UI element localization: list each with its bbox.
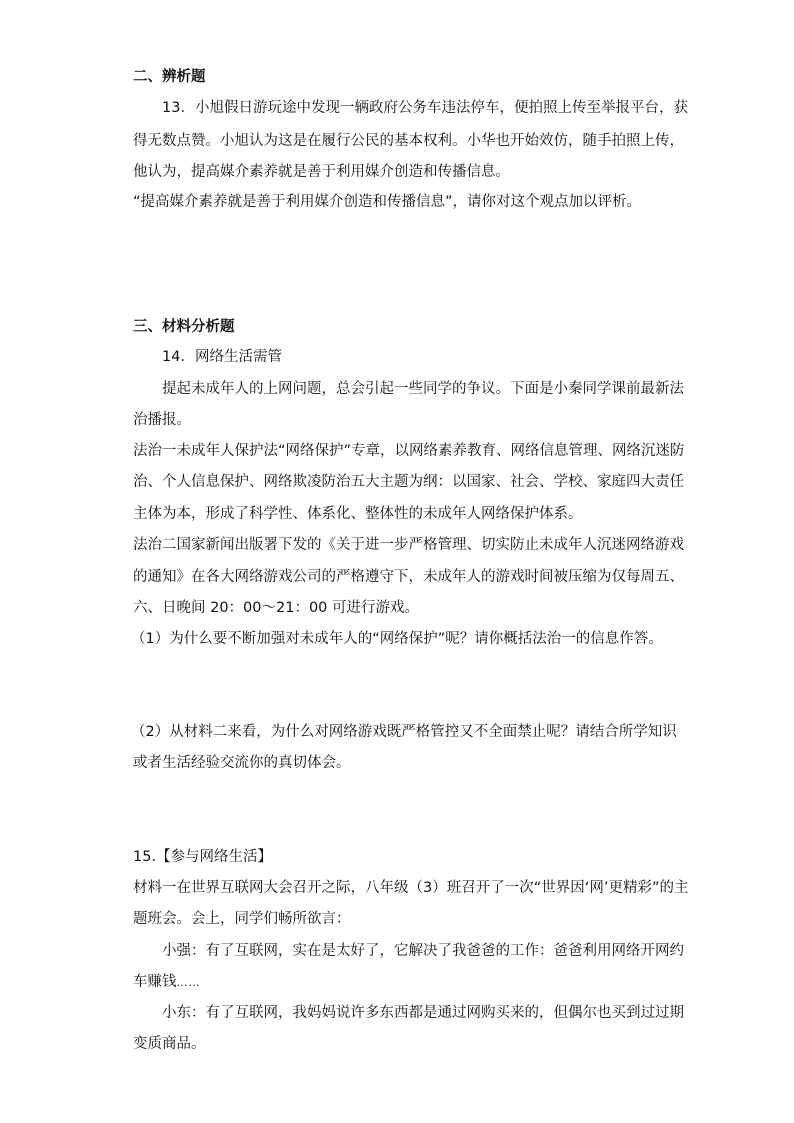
q14-material1-line-1: 法治一未成年人保护法“网络保护”专章，以网络素养教育、网络信息管理、网络沉迷防 — [133, 443, 685, 459]
q14-material2-line-1: 法治二国家新闻出版署下发的《关于进一步严格管理、切实防止未成年人沉迷网络游戏 — [133, 537, 684, 553]
q15-xiaoqiang-line-2 — [133, 972, 201, 993]
q14-sub-question-2-line-1: （2）从材料二来看，为什么对网络游戏既严格管控又不全面禁止呢？请结合所学知识 — [131, 724, 677, 740]
q14-title: 14．网络生活需管 — [162, 349, 282, 365]
q13-question: “提高媒介素养就是善于利用媒介创造和传播信息”，请你对这个观点加以评析。 — [133, 194, 642, 210]
q14-material1-line-2: 治、个人信息保护、网络欺凌防治五大主题为纲：以国家、社会、学校、家庭四大责任 — [133, 474, 684, 490]
q15-ellipsis: …… — [176, 976, 201, 989]
q14-sub-question-1: （1）为什么要不断加强对未成年人的“网络保护”呢？请你概括法治一的信息作答。 — [131, 631, 663, 647]
q14-intro-line-2: 治播报。 — [133, 412, 191, 428]
section-heading-analysis: 二、辨析题 — [133, 69, 206, 85]
q14-material1-line-3: 主体为本，形成了科学性、体系化、整体性的未成年人网络保护体系。 — [133, 506, 583, 522]
q15-xiaoqiang-line-1: 小强：有了互联网，实在是太好了，它解决了我爸爸的工作：爸爸利用网络开网约 — [162, 943, 684, 959]
q15-material-line-1: 材料一在世界互联网大会召开之际，八年级（3）班召开了一次“世界因‘网’更精彩”的主 — [133, 880, 689, 896]
q14-material2-line-3: 六、日晚间 20：00～21：00 可进行游戏。 — [133, 600, 420, 616]
q15-material-line-2: 题班会。会上，同学们畅所欲言： — [133, 911, 351, 927]
q13-line-3: 他认为，提高媒介素养就是善于利用媒介创造和传播信息。 — [133, 164, 510, 180]
q15-xiaodong-line-1: 小东：有了互联网，我妈妈说许多东西都是通过网购买来的，但偶尔也买到过过期 — [162, 1005, 684, 1021]
q14-intro-line-1: 提起未成年人的上网问题，总会引起一些同学的争议。下面是小秦同学课前最新法 — [162, 381, 684, 397]
q15-title: 15.【参与网络生活】 — [133, 849, 273, 865]
q14-sub-question-2-line-2: 或者生活经验交流你的真切体会。 — [133, 755, 351, 771]
q13-line-2: 得无数点赞。小旭认为这是在履行公民的基本权利。小华也开始效仿，随手拍照上传， — [133, 133, 684, 149]
q13-line-1: 13．小旭假日游玩途中发现一辆政府公务车违法停车，便拍照上传至举报平台，获 — [162, 100, 688, 116]
q15-xiaoqiang-text: 车赚钱 — [133, 974, 177, 990]
section-heading-material: 三、材料分析题 — [133, 319, 235, 335]
q14-material2-line-2: 的通知》在各大网络游戏公司的严格遵守下，未成年人的游戏时间被压缩为仅每周五、 — [133, 569, 684, 585]
q15-xiaodong-line-2: 变质商品。 — [133, 1036, 206, 1052]
